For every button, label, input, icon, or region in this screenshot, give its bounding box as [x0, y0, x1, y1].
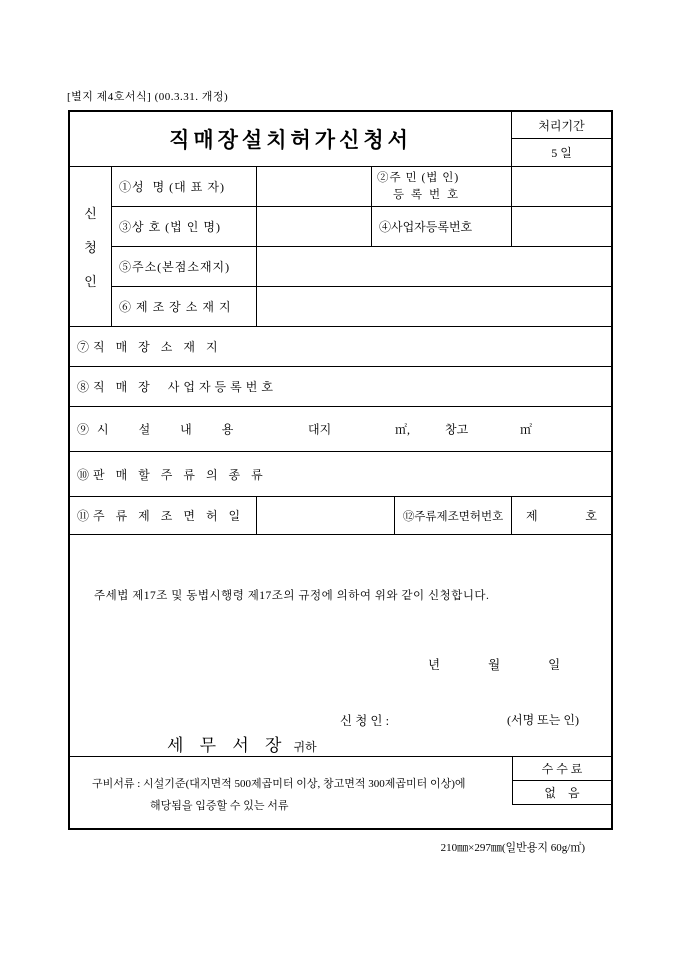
processing-period-value-cell: [512, 139, 611, 167]
fee-value: 없 음: [544, 786, 580, 800]
store-location-row[interactable]: [70, 327, 611, 367]
facilities-row[interactable]: [70, 407, 611, 452]
factory-location-label: ⑥ 제 조 장 소 재 지: [119, 300, 232, 314]
license-date-label: ⑪주 류 제 조 면 허 일: [77, 509, 245, 523]
site-area-label: 대지: [308, 422, 332, 437]
recipient-line: [167, 731, 317, 756]
processing-period-label: 처리기간: [538, 118, 585, 133]
applicant-label-char-2: 청: [84, 240, 97, 255]
form-reference: [별지 제4호서식] (00.3.31. 개정): [67, 91, 229, 103]
declaration-body: 주세법 제17조 및 동법시행령 제17조의 규정에 의하여 위와 같이 신청합니다.: [94, 590, 490, 602]
date-line: [428, 655, 560, 673]
factory-location-label-cell: [112, 287, 257, 327]
resident-no-value-cell[interactable]: [512, 167, 611, 207]
liquor-types-label: ⑩판 매 할 주 류 의 종 류: [77, 467, 267, 482]
warehouse-area-label: 창고: [445, 422, 469, 437]
store-business-no-row[interactable]: [70, 367, 611, 407]
recipient-title: 세 무 서 장: [167, 736, 288, 755]
declaration-section: [70, 535, 611, 757]
store-location-label: ⑦직 매 장 소 재 지: [77, 340, 222, 354]
address-value-cell[interactable]: [257, 247, 611, 287]
license-no-label: ⑫주류제조면허번호: [402, 510, 504, 523]
license-date-value-cell[interactable]: [257, 497, 395, 535]
date-year-label: 년: [428, 658, 441, 672]
trade-name-value-cell[interactable]: [257, 207, 372, 247]
liquor-types-row[interactable]: [70, 452, 611, 497]
business-no-label: ④사업자등록번호: [379, 220, 473, 234]
factory-location-value-cell[interactable]: [257, 287, 611, 327]
license-no-prefix: 제: [526, 509, 538, 523]
application-form: [68, 110, 613, 830]
recipient-suffix: 귀하: [293, 740, 317, 754]
trade-name-label-cell: [112, 207, 257, 247]
name-label: ①성 명 (대 표 자): [119, 180, 225, 194]
processing-period-value: 5 일: [551, 146, 572, 160]
fee-label-cell: [512, 757, 611, 781]
business-no-value-cell[interactable]: [512, 207, 611, 247]
name-value-cell[interactable]: [257, 167, 372, 207]
resident-no-label-cell: [372, 167, 512, 207]
resident-no-label-line1: ②주 민 (법 인): [377, 172, 460, 185]
processing-period-label-cell: [512, 112, 611, 139]
requirements-line2: 해당됨을 입증할 수 있는 서류: [150, 800, 289, 812]
signature-note: (서명 또는 인): [507, 713, 579, 727]
site-area-unit: ㎡,: [395, 422, 411, 437]
requirements-line1: 구비서류 : 시설기준(대지면적 500제곱미터 이상, 창고면적 300제곱미터 이상)에: [92, 778, 466, 790]
name-label-cell: [112, 167, 257, 207]
license-no-label-cell: [395, 497, 512, 535]
fee-value-cell: [512, 781, 611, 805]
warehouse-area-unit: ㎡: [520, 422, 533, 437]
address-label: ⑤주소(본점소재지): [119, 260, 231, 274]
form-title: 직매장설치허가신청서: [169, 128, 412, 152]
applicant-label-char-1: 신: [84, 206, 97, 221]
fee-label: 수 수 료: [541, 762, 583, 776]
store-business-no-label: ⑧직 매 장 사업자등록번호: [77, 380, 277, 394]
applicant-label-char-3: 인: [84, 274, 97, 289]
applicant-signature-label: 신 청 인 :: [340, 714, 390, 728]
date-month-label: 월: [488, 658, 501, 672]
date-day-label: 일: [548, 658, 561, 672]
trade-name-label: ③상 호 (법 인 명): [119, 220, 221, 234]
business-no-label-cell: [372, 207, 512, 247]
license-no-value-cell[interactable]: [512, 497, 611, 535]
form-title-cell: [70, 112, 512, 167]
facilities-label: ⑨시 설 내 용: [77, 422, 242, 437]
license-no-suffix: 호: [585, 509, 597, 523]
paper-size-note: 210㎜×297㎜(일반용지 60g/㎡): [440, 842, 585, 854]
address-label-cell: [112, 247, 257, 287]
license-date-label-cell: [70, 497, 257, 535]
resident-no-label-line2: 등 록 번 호: [393, 188, 461, 201]
applicant-section-label: [70, 167, 112, 327]
